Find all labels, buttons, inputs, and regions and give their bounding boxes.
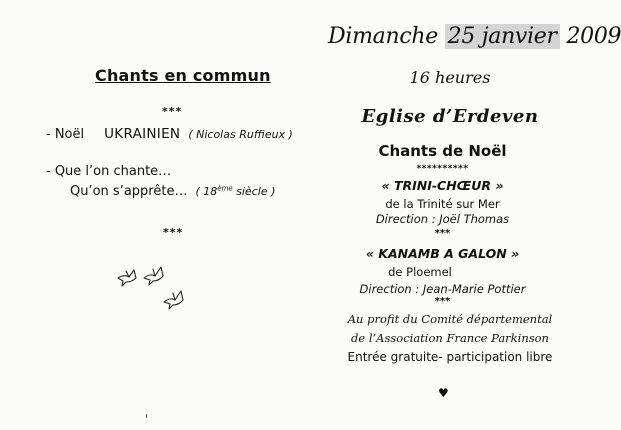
song-item-2-line2	[70, 184, 275, 199]
choir-1-location: de la Trinité sur Mer	[385, 197, 500, 211]
song-item-2-line1: - Que l’on chante…	[46, 164, 172, 179]
song-item-2-title: Qu’on s’apprête…	[70, 184, 188, 199]
dove-icon	[144, 267, 163, 285]
common-songs-title: Chants en commun	[95, 66, 271, 85]
date-day-month: 25 janvier	[445, 24, 560, 49]
event-date	[328, 24, 621, 49]
program-heading: Chants de Noël	[378, 142, 507, 160]
date-year: 2009	[566, 24, 621, 49]
song-item-1-credit: ( Nicolas Ruffieux )	[188, 128, 293, 141]
song-item-2-credit: ( 18ème siècle )	[195, 184, 276, 198]
choir-2-director: Direction : Jean-Marie Pottier	[359, 282, 526, 296]
stars-divider: ***	[434, 296, 451, 307]
dove-icon	[164, 291, 183, 309]
choir-2-name: « KANAMB A GALON »	[365, 246, 520, 261]
event-venue: Eglise d’Erdeven	[361, 106, 539, 127]
stars-divider: **********	[416, 164, 469, 174]
dove-icon	[118, 270, 136, 286]
song-item-1-prefix: - Noël	[46, 127, 85, 142]
scan-mark	[146, 414, 147, 418]
song-item-1	[46, 126, 293, 142]
stars-divider: ***	[162, 105, 183, 118]
date-weekday: Dimanche	[328, 24, 438, 49]
entry-info: Entrée gratuite- participation libre	[347, 350, 553, 364]
doves-illustration	[112, 260, 202, 320]
stars-divider-bottom: ***	[163, 226, 184, 239]
right-page	[320, 0, 621, 430]
event-time: 16 heures	[409, 68, 491, 87]
choir-2-location: de Ploemel	[388, 265, 452, 279]
heart-icon: ♥	[438, 386, 449, 400]
choir-1-name: « TRINI-CHŒUR »	[381, 178, 504, 193]
benefit-line-2: de l’Association France Parkinson	[351, 331, 549, 345]
stars-divider: ***	[434, 228, 451, 239]
benefit-line-1: Au profit du Comité départemental	[347, 312, 553, 326]
choir-1-director: Direction : Joël Thomas	[375, 212, 510, 226]
song-item-1-name: UKRAINIEN	[104, 126, 181, 142]
